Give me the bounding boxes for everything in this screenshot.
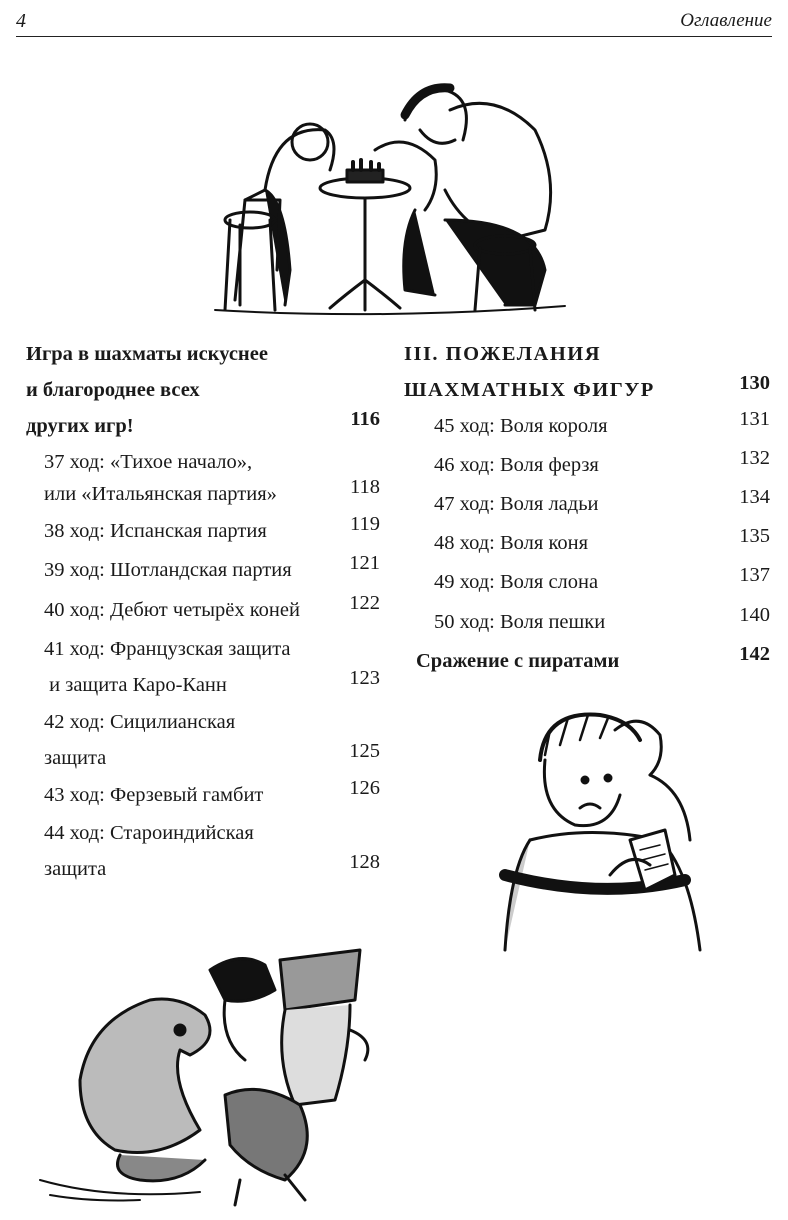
- running-header: [16, 8, 772, 37]
- toc-entry-line: защита: [44, 858, 107, 880]
- toc-page-number: 125: [349, 740, 380, 762]
- toc-entry[interactable]: [434, 447, 770, 483]
- toc-entry-line: 42 ход: Сицилианская: [44, 711, 236, 733]
- toc-entry-line: или «Итальянская партия»: [44, 483, 277, 505]
- toc-page-number: 128: [349, 851, 380, 873]
- toc-page-number: 122: [349, 592, 380, 614]
- toc-section-line: Сражение с пиратами: [416, 650, 620, 672]
- toc-entry[interactable]: [434, 408, 770, 444]
- toc-section-entry[interactable]: [416, 643, 770, 679]
- toc-entry-line: 39 ход: Шотландская партия: [44, 559, 292, 581]
- toc-entry-line: 40 ход: Дебют четырёх коней: [44, 599, 300, 621]
- toc-page-number: 121: [349, 552, 380, 574]
- toc-entry-line: 41 ход: Французская защита: [44, 638, 291, 660]
- toc-entry[interactable]: [434, 486, 770, 522]
- toc-section-line: других игр!: [26, 415, 134, 437]
- toc-page-number: 119: [350, 513, 380, 535]
- chess-pieces-illustration: [30, 930, 390, 1210]
- toc-entry[interactable]: [44, 777, 380, 813]
- toc-entry[interactable]: [44, 631, 380, 703]
- toc-entry[interactable]: [434, 604, 770, 640]
- toc-page-number: 142: [739, 643, 770, 665]
- toc-entry[interactable]: [434, 525, 770, 561]
- toc-page-number: 140: [739, 604, 770, 626]
- toc-entry-line: 45 ход: Воля короля: [434, 415, 608, 437]
- toc-page-number: 118: [350, 476, 380, 498]
- toc-page-number: 116: [350, 408, 380, 430]
- toc-entry-line: 44 ход: Староиндийская: [44, 822, 254, 844]
- boy-reading-illustration: [490, 700, 730, 960]
- chess-players-illustration: [205, 70, 575, 320]
- toc-section-entry[interactable]: [26, 336, 380, 444]
- toc-page-number: 130: [739, 372, 770, 394]
- toc-section-line: и благороднее всех: [26, 379, 200, 401]
- toc-entry[interactable]: [44, 444, 380, 512]
- toc-entry[interactable]: [44, 815, 380, 887]
- toc-part-entry[interactable]: [404, 336, 770, 408]
- toc-entry-line: 43 ход: Ферзевый гамбит: [44, 784, 264, 806]
- toc-page-number: 134: [739, 486, 770, 508]
- toc-entry-line: 49 ход: Воля слона: [434, 571, 599, 593]
- toc-entry-line: 47 ход: Воля ладьи: [434, 493, 599, 515]
- toc-entry-line: 37 ход: «Тихое начало»,: [44, 451, 253, 473]
- toc-page-number: 123: [349, 667, 380, 689]
- toc-page-number: 137: [739, 564, 770, 586]
- toc-page-number: 135: [739, 525, 770, 547]
- toc-page-number: 132: [739, 447, 770, 469]
- toc-entry-line: 46 ход: Воля ферзя: [434, 454, 599, 476]
- toc-entry-line: защита: [44, 747, 107, 769]
- toc-entry[interactable]: [44, 513, 380, 549]
- toc-entry[interactable]: [44, 552, 380, 588]
- toc-entry[interactable]: [44, 704, 380, 776]
- running-title: Оглавление: [680, 10, 772, 31]
- toc-entry[interactable]: [434, 564, 770, 600]
- toc-page-number: 131: [739, 408, 770, 430]
- toc-part-line: ШАХМАТНЫХ ФИГУР: [404, 379, 655, 401]
- page-number: 4: [16, 10, 26, 32]
- toc-section-line: Игра в шахматы искуснее: [26, 343, 268, 365]
- toc-page-number: 126: [349, 777, 380, 799]
- toc-entry-line: 50 ход: Воля пешки: [434, 611, 606, 633]
- toc-entry-line: 48 ход: Воля коня: [434, 532, 589, 554]
- toc-entry[interactable]: [44, 592, 380, 628]
- toc-part-line: III. ПОЖЕЛАНИЯ: [404, 343, 602, 365]
- toc-entry-line: 38 ход: Испанская партия: [44, 520, 267, 542]
- toc-entry-line: и защита Каро-Канн: [44, 674, 227, 696]
